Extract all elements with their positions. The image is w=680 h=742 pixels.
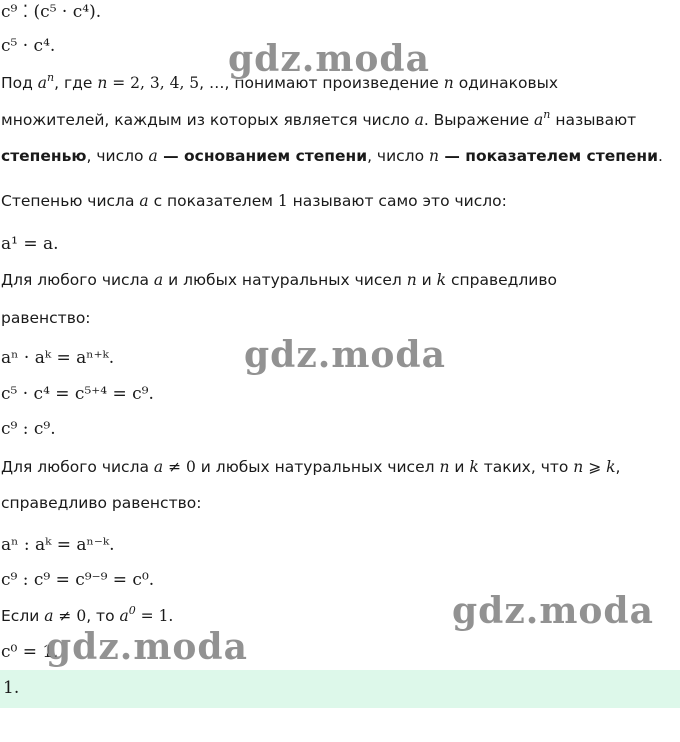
multiplication-example: c⁵ · c⁴ = c⁵⁺⁴ = c⁹. <box>1 384 154 404</box>
answer-text: 1. <box>3 678 20 698</box>
definition-line-2: множителей, каждым из которых является число a. Выражение $a^n$ называют <box>1 108 637 129</box>
watermark-logo: gdz.moda <box>452 590 654 632</box>
answer-bar <box>0 670 680 708</box>
expression-product: c⁵ · c⁴. <box>1 36 56 56</box>
zero-power-rule: Если a ≠ 0, то $a^0 = 1$. <box>1 604 174 625</box>
multiplication-formula: aⁿ · aᵏ = aⁿ⁺ᵏ. <box>1 348 115 368</box>
watermark-logo: gdz.moda <box>46 626 248 668</box>
expression-top: c⁹ ⁚ (c⁵ · c⁴). <box>1 2 102 22</box>
division-formula: aⁿ : aᵏ = aⁿ⁻ᵏ. <box>1 535 115 555</box>
power-one-equation: a¹ = a. <box>1 234 59 254</box>
division-rule-line-2: справедливо равенство: <box>1 494 202 512</box>
definition-line-1: Под $a^n$, где n = 2, 3, 4, 5, …, понимают произведение n одинаковых <box>1 71 558 92</box>
watermark-logo: gdz.moda <box>244 334 446 376</box>
zero-power-result: c⁰ = 1. <box>1 642 59 662</box>
division-rule-line-1: Для любого числа a ≠ 0 и любых натуральных чисел n и k таких, что n ⩾ k, <box>1 458 621 476</box>
multiplication-rule-line-2: равенство: <box>1 309 91 327</box>
multiplication-rule-line-1: Для любого числа a и любых натуральных чисел n и k справедливо <box>1 271 557 289</box>
watermark-logo: gdz.moda <box>228 38 430 80</box>
division-example: c⁹ : c⁹ = c⁹⁻⁹ = c⁰. <box>1 570 155 590</box>
definition-line-3: степенью, число a — основанием степени, число n — показателем степени. <box>1 147 663 165</box>
power-one-text: Степенью числа a с показателем 1 называют само это число: <box>1 192 507 210</box>
division-expression: c⁹ : c⁹. <box>1 419 56 439</box>
